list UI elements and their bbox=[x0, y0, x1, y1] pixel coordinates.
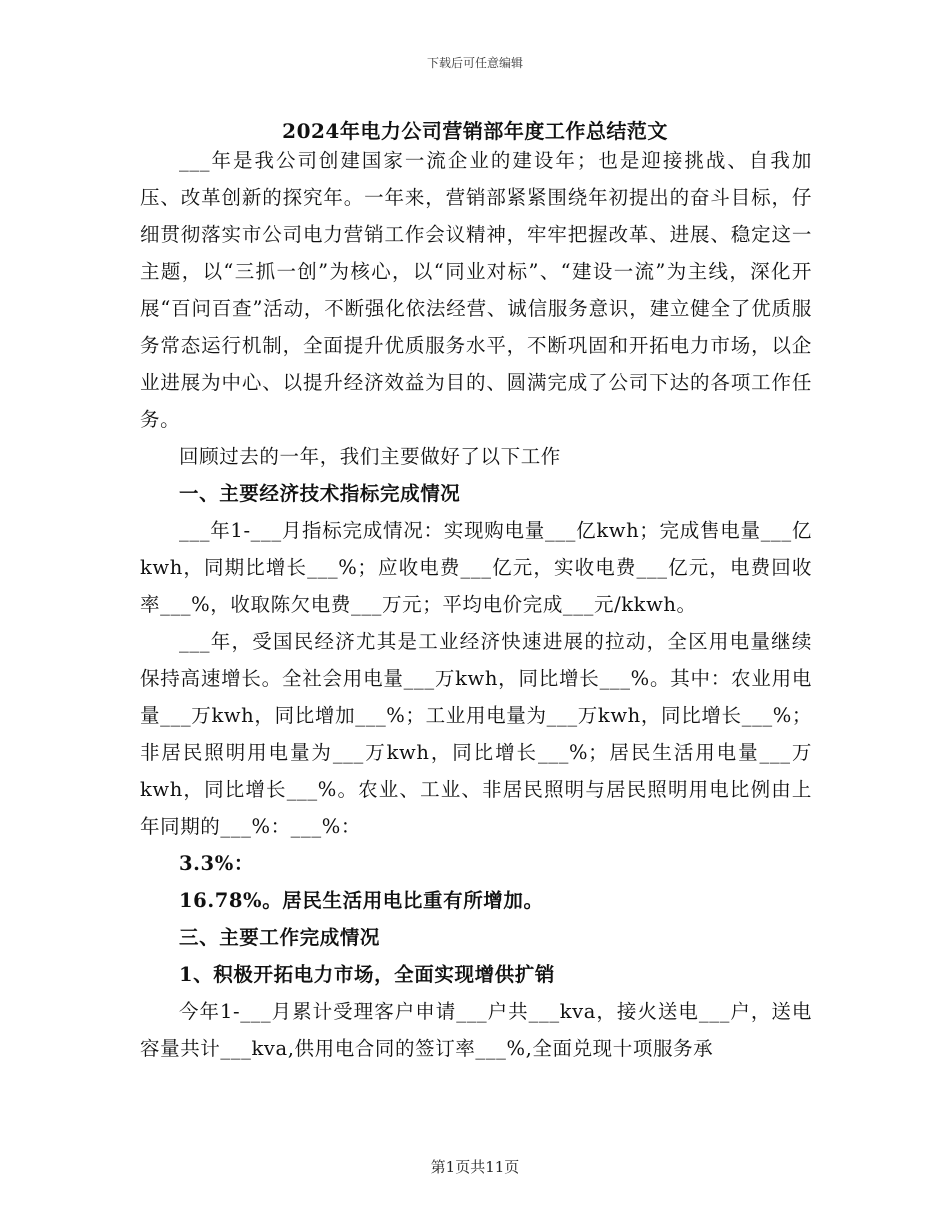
section-heading-3: 三、主要工作完成情况 bbox=[179, 926, 381, 949]
document-title: 2024年电力公司营销部年度工作总结范文 bbox=[282, 119, 668, 143]
intro-paragraph: ___年是我公司创建国家一流企业的建设年；也是迎接挑战、自我加压、改革创新的探究年。一年来，营销部紧紧围绕年初提出的奋斗目标，仔细贯彻落实市公司电力营销工作会议精神，牢牢把握改革、进展、稳定这一主题，以“三抓一创”为核心，以“同业对标”、“建设一流”为主线，深化开展“百问百查”活动，不断强化依法经营、诚信服务意识，建立健全了优质服务常态运行机制，全面提升优质服务水平，不断巩固和开拓电力市场，以企业进展为中心、以提升经济效益为目的、圆满完成了公司下达的各项工作任务。 bbox=[140, 149, 812, 431]
header-note: 下载后可任意编辑 bbox=[426, 56, 523, 70]
ratio-line-2: 16.78%。居民生活用电比重有所增加。 bbox=[179, 889, 544, 912]
indicators-paragraph: ___年1-___月指标完成情况：实现购电量___亿kwh；完成售电量___亿kwh，同期比增长___%；应收电费___亿元，实收电费___亿元，电费回收率___%，收取陈欠电费___万元；平均电价完成___元/kkwh。 bbox=[140, 519, 812, 616]
document-body bbox=[140, 142, 812, 1067]
consumption-paragraph: ___年，受国民经济尤其是工业经济快速进展的拉动，全区用电量继续保持高速增长。全社会用电量___万kwh，同比增长___%。其中：农业用电量___万kwh，同比增加___%；工业用电量为___万kwh，同比增长___%；非居民照明用电量为___万kwh，同比增长___%；居民生活用电量___万kwh，同比增长___%。农业、工业、非居民照明与居民照明用电比例由上年同期的___%：___%： bbox=[140, 630, 812, 838]
review-paragraph: 回顾过去的一年，我们主要做好了以下工作 bbox=[179, 445, 561, 468]
section-heading-1: 一、主要经济技术指标完成情况 bbox=[179, 482, 461, 505]
market-paragraph: 今年1-___月累计受理客户申请___户共___kva，接火送电___户，送电容量共计___kva,供用电合同的签订率___%,全面兑现十项服务承 bbox=[140, 1000, 812, 1060]
page-number: 第1页共11页 bbox=[430, 1158, 520, 1176]
subsection-heading-1: 1、积极开拓电力市场，全面实现增供扩销 bbox=[179, 963, 555, 986]
ratio-line-1: 3.3%： bbox=[179, 852, 254, 875]
